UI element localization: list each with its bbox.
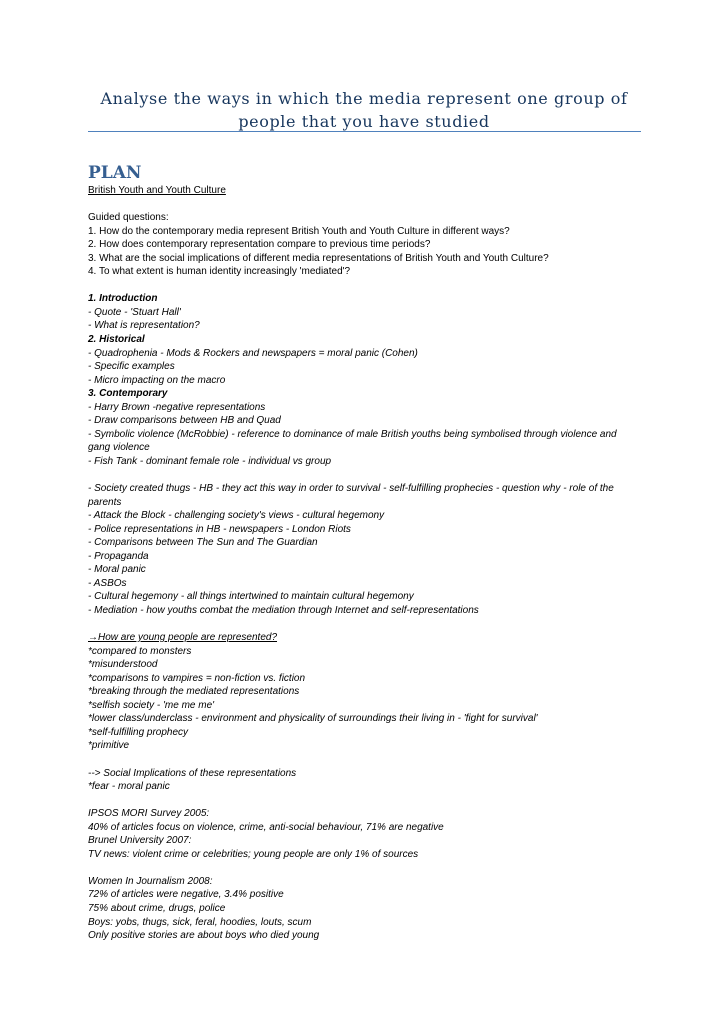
society-item: - Attack the Block - challenging society's views - cultural hegemony — [88, 510, 385, 522]
represented-item: *self-fulfilling prophecy — [88, 726, 189, 738]
society-item: parents — [88, 496, 122, 508]
plan-subtitle: British Youth and Youth Culture — [88, 185, 226, 196]
spacer — [88, 618, 648, 632]
represented-item: *selfish society - 'me me me' — [88, 699, 215, 711]
survey-line: IPSOS MORI Survey 2005: — [88, 808, 210, 820]
outline-item: - Specific examples — [88, 361, 175, 373]
society-item: - Cultural hegemony - all things intertwined to maintain cultural hegemony — [88, 591, 414, 603]
society-item: - Moral panic — [88, 564, 146, 576]
guided-question: 1. How do the contemporary media represent British Youth and Youth Culture in different ways? — [88, 225, 510, 237]
spacer — [88, 794, 648, 808]
society-item: - Comparisons between The Sun and The Guardian — [88, 537, 318, 549]
survey-line: Boys: yobs, thugs, sick, feral, hoodies, louts, scum — [88, 916, 312, 928]
spacer — [88, 753, 648, 767]
outline-item: - Draw comparisons between HB and Quad — [88, 415, 281, 427]
survey-line: TV news: violent crime or celebrities; young people are only 1% of sources — [88, 848, 419, 860]
title-underline-rule — [88, 131, 641, 132]
outline-item: - Quote - 'Stuart Hall' — [88, 306, 181, 318]
society-item: - Propaganda — [88, 550, 149, 562]
spacer — [88, 468, 648, 482]
section-heading-historical: 2. Historical — [88, 334, 145, 346]
outline-item: - Quadrophenia - Mods & Rockers and newspapers = moral panic (Cohen) — [88, 347, 418, 359]
outline-item: - Micro impacting on the macro — [88, 374, 226, 386]
outline-item: - Fish Tank - dominant female role - individual vs group — [88, 455, 332, 467]
represented-item: *primitive — [88, 740, 130, 752]
society-item: - Society created thugs - HB - they act this way in order to survival - self-fulfilling prophecies - question why - role of the — [88, 483, 614, 495]
outline-item: - Harry Brown -negative representations — [88, 401, 266, 413]
guided-question: 2. How does contemporary representation compare to previous time periods? — [88, 239, 431, 251]
survey-line: Brunel University 2007: — [88, 835, 192, 847]
survey-line: 40% of articles focus on violence, crime, anti-social behaviour, 71% are negative — [88, 821, 444, 833]
represented-item: *comparisons to vampires = non-fiction vs. fiction — [88, 672, 306, 684]
represented-item: *compared to monsters — [88, 645, 192, 657]
document-body — [88, 184, 648, 943]
represented-heading-text: How are young people are represented? — [98, 632, 278, 644]
society-item: - Police representations in HB - newspapers - London Riots — [88, 523, 351, 535]
spacer — [88, 198, 648, 212]
section-heading-introduction: 1. Introduction — [88, 293, 158, 305]
represented-item: *breaking through the mediated representations — [88, 686, 300, 698]
society-item: - ASBOs — [88, 577, 127, 589]
represented-item: *lower class/underclass - environment and physicality of surroundings their living in - 'fight for survival' — [88, 713, 538, 725]
implications-item: *fear - moral panic — [88, 781, 170, 793]
survey-line: 72% of articles were negative, 3.4% positive — [88, 889, 284, 901]
survey-line: Women In Journalism 2008: — [88, 875, 213, 887]
document-title: Analyse the ways in which the media represent one group of people that you have studied — [100, 89, 628, 131]
represented-item: *misunderstood — [88, 659, 158, 671]
represented-heading — [88, 631, 648, 645]
plan-heading: PLAN — [88, 163, 142, 183]
survey-line: Only positive stories are about boys who died young — [88, 930, 320, 942]
survey-line: 75% about crime, drugs, police — [88, 902, 226, 914]
spacer — [88, 861, 648, 875]
implications-heading: --> Social Implications of these representations — [88, 767, 297, 779]
guided-question: 4. To what extent is human identity increasingly 'mediated'? — [88, 266, 351, 278]
outline-item: gang violence — [88, 442, 150, 454]
guided-questions-label: Guided questions: — [88, 212, 169, 224]
right-arrow-icon: → — [88, 632, 98, 644]
section-heading-contemporary: 3. Contemporary — [88, 388, 168, 400]
guided-question: 3. What are the social implications of different media representations of British Youth and Youth Culture? — [88, 252, 549, 264]
outline-item: - Symbolic violence (McRobbie) - reference to dominance of male British youths being symbolised through violence and — [88, 428, 617, 440]
society-item: - Mediation - how youths combat the mediation through Internet and self-representations — [88, 604, 479, 616]
outline-item: - What is representation? — [88, 320, 200, 332]
spacer — [88, 279, 648, 293]
